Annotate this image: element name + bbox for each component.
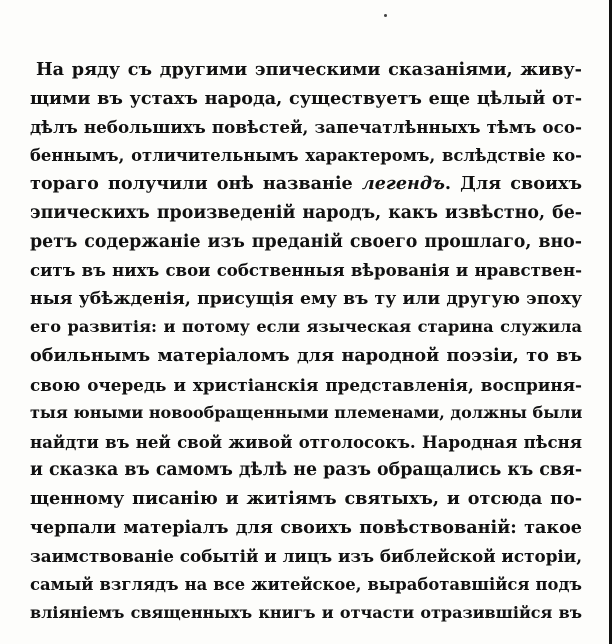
text-run: тораго получили онѣ названіе — [30, 173, 362, 195]
text-line — [30, 170, 582, 199]
text-line: щенному писанію и житіямъ святыхъ, и отсюда по- — [30, 487, 582, 509]
text-line: самый взглядъ на все житейское, выработавшійся подъ — [30, 574, 582, 594]
text-line: беннымъ, отличительнымъ характеромъ, вслѣдствіе ко- — [30, 145, 582, 165]
text-line: и сказка въ самомъ дѣлѣ не разъ обращались къ свя- — [30, 460, 583, 481]
text-line: черпали матеріалъ для своихъ повѣствованій: такое — [30, 516, 582, 538]
text-line: вліяніемъ священныхъ книгъ и отчасти отразившійся въ — [30, 603, 582, 623]
text-line: дѣлъ небольшихъ повѣстей, запечатлѣнныхъ тѣмъ осо- — [30, 117, 582, 138]
emphasized-word: легендъ — [361, 173, 445, 195]
text-line: щими въ устахъ народа, существуетъ еще цѣлый от- — [30, 87, 582, 109]
text-line: тыя юными новообращенными племенами, должны были — [30, 403, 583, 423]
text-line: заимствованіе событій и лицъ изъ библейской исторіи, — [30, 546, 583, 567]
text-line: ретъ содержаніе изъ преданій своего прошлаго, вно- — [30, 231, 582, 252]
ink-speck — [384, 14, 387, 17]
text-line: найдти въ ней свой живой отголосокъ. Народная пѣсня — [30, 431, 582, 452]
text-run: . Для своихъ — [444, 173, 582, 195]
text-line: обильнымъ матеріаломъ для народной поэзіи, то въ — [30, 344, 582, 366]
text-line: эпическихъ произведеній народъ, какъ извѣстно, бе- — [30, 202, 582, 223]
text-line: На ряду съ другими эпическими сказаніями, живу- — [36, 59, 582, 80]
text-line: его развитія: и потому если языческая старина служила — [30, 317, 582, 337]
text-line: ныя убѣжденія, присущія ему въ ту или другую эпоху — [30, 288, 582, 309]
text-line: ситъ въ нихъ свои собственныя вѣрованія и нравствен- — [30, 260, 582, 281]
text-line: свою очередь и христіанскія представленія, восприня- — [30, 374, 582, 395]
paragraph — [30, 56, 582, 628]
